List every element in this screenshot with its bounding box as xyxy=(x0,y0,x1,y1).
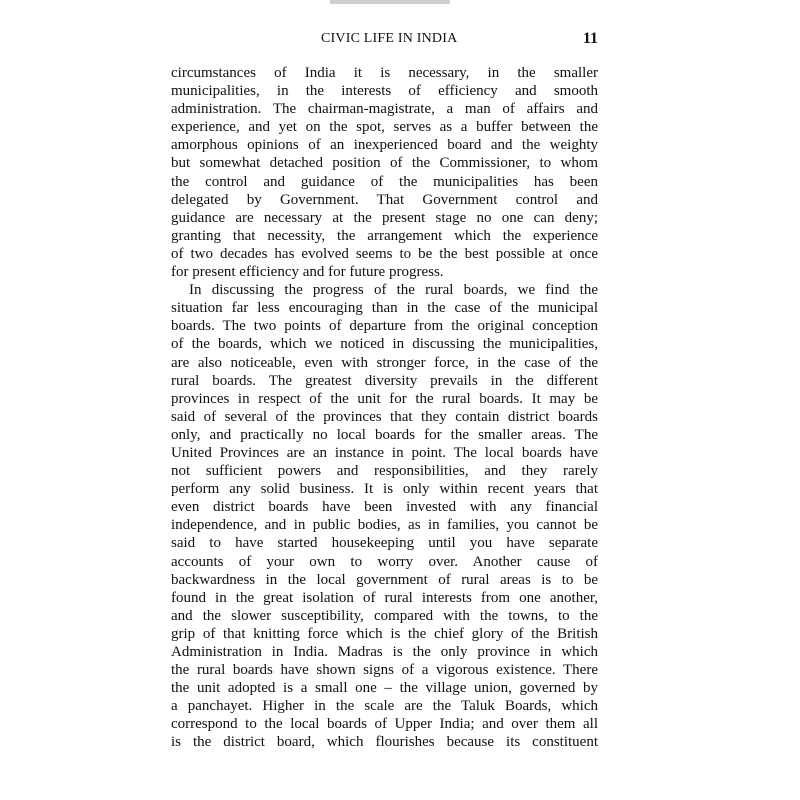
text-line: of the boards, which we noticed in discussing the municipalities, xyxy=(171,336,598,353)
text-line: not sufficient powers and responsibilities, and they rarely xyxy=(171,463,598,480)
text-line: United Provinces are an instance in point. The local boards have xyxy=(171,444,598,461)
text-line: backwardness in the local government of rural areas is to be xyxy=(171,571,598,588)
text-line: delegated by Government. That Government control and xyxy=(171,191,598,208)
text-line: of two decades has evolved seems to be the best possible at once xyxy=(171,245,598,262)
text-line: granting that necessity, the arrangement which the experience xyxy=(171,227,598,244)
text-line: for present efficiency and for future progress. xyxy=(171,264,444,281)
text-line: only, and practically no local boards for the smaller areas. The xyxy=(171,426,598,443)
page-number: 11 xyxy=(582,30,598,47)
text-line: amorphous opinions of an inexperienced board and the weighty xyxy=(171,137,598,154)
text-line: the unit adopted is a small one – the village union, governed by xyxy=(171,680,598,697)
text-line: administration. The chairman-magistrate, a man of affairs and xyxy=(171,101,598,118)
text-line: accounts of your own to worry over. Another cause of xyxy=(171,553,598,570)
text-line: grip of that knitting force which is the chief glory of the British xyxy=(171,625,598,642)
running-title: CIVIC LIFE IN INDIA xyxy=(321,31,458,46)
scan-edge-mark xyxy=(330,0,450,4)
text-line: are also noticeable, even with stronger force, in the case of the xyxy=(171,354,598,371)
paragraph-2 xyxy=(171,281,598,751)
text-line: correspond to the local boards of Upper India; and over them all xyxy=(171,716,598,733)
text-line: In discussing the progress of the rural boards, we find the xyxy=(189,282,598,299)
text-line: independence, and in public bodies, as in families, you cannot be xyxy=(171,517,598,534)
text-line: a panchayet. Higher in the scale are the Taluk Boards, which xyxy=(171,698,598,715)
text-line: said to have started housekeeping until you have separate xyxy=(171,535,598,552)
text-line: is the district board, which flourishes because its constituent xyxy=(171,734,598,751)
text-line: but somewhat detached position of the Commissioner, to whom xyxy=(171,155,598,172)
text-line: guidance are necessary at the present stage no one can deny; xyxy=(171,209,598,226)
text-line: even district boards have been invested with any financial xyxy=(171,499,598,516)
text-line: situation far less encouraging than in the case of the municipal xyxy=(171,300,598,317)
running-head xyxy=(171,31,598,51)
text-line: the rural boards have shown signs of a vigorous existence. There xyxy=(171,662,598,679)
text-line: and the slower susceptibility, compared with the towns, to the xyxy=(171,607,598,624)
text-line: municipalities, in the interests of efficiency and smooth xyxy=(171,83,598,100)
text-line: circumstances of India it is necessary, in the smaller xyxy=(171,65,598,81)
text-line: experience, and yet on the spot, serves as a buffer between the xyxy=(171,119,598,136)
text-line: provinces in respect of the unit for the rural boards. It may be xyxy=(171,390,598,407)
text-line: perform any solid business. It is only within recent years that xyxy=(171,481,598,498)
text-line: rural boards. The greatest diversity prevails in the different xyxy=(171,372,598,389)
text-line: said of several of the provinces that they contain district boards xyxy=(171,408,598,425)
text-line: Administration in India. Madras is the only province in which xyxy=(171,644,598,660)
text-line: the control and guidance of the municipalities has been xyxy=(171,173,598,190)
text-line: boards. The two points of departure from the original conception xyxy=(171,318,598,335)
text-line: found in the great isolation of rural interests from one another, xyxy=(171,589,598,606)
paragraph-1 xyxy=(171,64,598,281)
body-text xyxy=(171,64,598,752)
